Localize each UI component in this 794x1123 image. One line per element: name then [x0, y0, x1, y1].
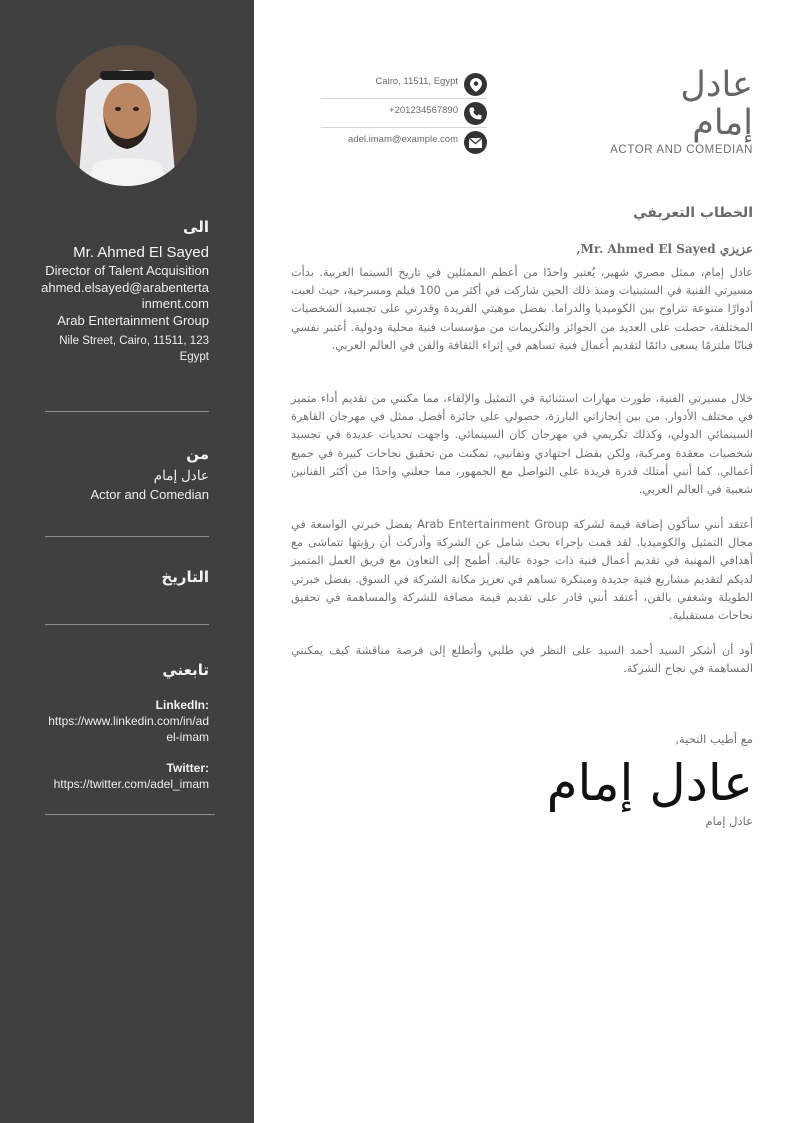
avatar	[56, 45, 197, 186]
paragraph-4: أود أن أشكر السيد أحمد السيد على النظر في طلبي وأتطلع إلى فرصة مناقشة كيف يمكنني المساهمة في نجاح الشركة.	[291, 644, 753, 676]
profile-photo	[56, 45, 197, 186]
recipient-email[interactable]: ahmed.elsayed@arabentertainment.com	[41, 279, 209, 311]
follow-heading: تابعني	[162, 661, 209, 679]
sender-role: Actor and Comedian	[90, 486, 209, 502]
date-heading: التاريخ	[161, 568, 209, 586]
signature: عادل إمام	[546, 754, 753, 812]
phone-text[interactable]: +201234567890	[389, 105, 458, 116]
paragraph-1: عادل إمام، ممثل مصري شهير، يُعتبر واحدًا من أعظم الممثلين في تاريخ السينما العربية. بدأت مسيرتي الفنية في الستينيات ومنذ ذلك الحين شاركت في أكثر من 100 فيلم ومسرحية، حيث لعبت أدوارًا متنوعة تتراوح بين الكوميديا والدراما. بفضل موهبتي الفريدة وقدرتي على تجسيد الشخصيات المختلفة، حصلت على العديد من الجوائز والتكريمات من مؤسسات فنية محلية ودولية. أعتبر نفسي فنانًا ملتزمًا يسعى دائمًا لتقديم أعمال فنية تساهم في إثراء الثقافة والفن في العالم العربي.	[291, 266, 753, 352]
envelope-icon	[464, 131, 487, 154]
header-name	[553, 66, 753, 142]
phone-icon	[464, 102, 487, 125]
header-role: ACTOR AND COMEDIAN	[610, 144, 753, 156]
contact-email	[321, 128, 487, 157]
header-name-last: إمام	[692, 103, 753, 143]
twitter-label: Twitter:	[166, 761, 209, 775]
recipient-company: Arab Entertainment Group	[57, 312, 209, 328]
recipient-name: Mr. Ahmed El Sayed	[73, 244, 209, 261]
email-text[interactable]: adel.imam@example.com	[348, 134, 458, 145]
recipient-title: Director of Talent Acquisition	[45, 263, 209, 278]
divider	[45, 624, 209, 625]
divider	[45, 411, 209, 412]
linkedin-link[interactable]: https://www.linkedin.com/in/adel-imam	[48, 714, 209, 744]
sender-name: عادل إمام	[153, 468, 209, 483]
contact-phone	[321, 99, 487, 128]
linkedin-label: LinkedIn:	[155, 698, 209, 712]
paragraph-3: أعتقد أنني سأكون إضافة قيمة لشركة Arab Entertainment Group بفضل خبرتي الواسعة في مجال التمثيل والكوميديا. لقد قمت بإجراء بحث شامل عن الشركة وأدركت أن رؤيتها تتماشى مع أهدافي المهنية في تقديم أعمال فنية ذات جودة عالية. أطمح إلى التعاون مع فريق العمل المتميز لديكم لتقديم مشاريع فنية جديدة ومبتكرة تساهم في تعزيز مكانة الشركة في السوق. بفضل خبرتي الطويلة وشغفي بالفن، أعتقد أنني قادر على تقديم قيمة مضافة للشركة والمساهمة في تحقيق نجاحات مستقبلية.	[291, 518, 753, 623]
divider	[45, 814, 215, 815]
sidebar	[0, 0, 254, 1123]
recipient-address: Nile Street, Cairo, 11511, 123 Egypt	[59, 335, 209, 363]
location-pin-icon	[464, 73, 487, 96]
divider	[45, 536, 209, 537]
letter-title: الخطاب التعريفي	[633, 205, 753, 221]
closing: مع أطيب التحية,	[675, 732, 753, 746]
twitter-link[interactable]: https://twitter.com/adel_imam	[53, 777, 209, 791]
paragraph-2: خلال مسيرتي الفنية، طورت مهارات استثنائية في التمثيل والإلقاء، مما مكنني من تقديم أداء متميز في مختلف الأدوار. من بين إنجازاتي البارزة، حصولي على جائزة أفضل ممثل في مهرجان القاهرة السينمائي الدولي، وكذلك تكريمي في مهرجان كان السينمائي. واجهت تحديات عديدة في تجسيد شخصيات معقدة ومركبة، ولكن بفضل اجتهادي وتفانيي، تمكنت من تحقيق نجاحات كبيرة في جميع أعمالي. كما أنني أمتلك قدرة فريدة على التواصل مع الجمهور، مما جعلني واحدًا من أكثر الفنانين شعبية في العالم العربي.	[291, 392, 753, 497]
signature-name: عادل إمام	[705, 814, 753, 828]
location-text: Cairo, 11511, Egypt	[375, 76, 458, 87]
salutation: عزيزي Mr. Ahmed El Sayed,	[576, 242, 753, 256]
header-name-first: عادل	[680, 65, 753, 105]
to-heading: الى	[183, 218, 209, 236]
contact-location	[321, 70, 487, 99]
from-heading: من	[186, 445, 209, 463]
